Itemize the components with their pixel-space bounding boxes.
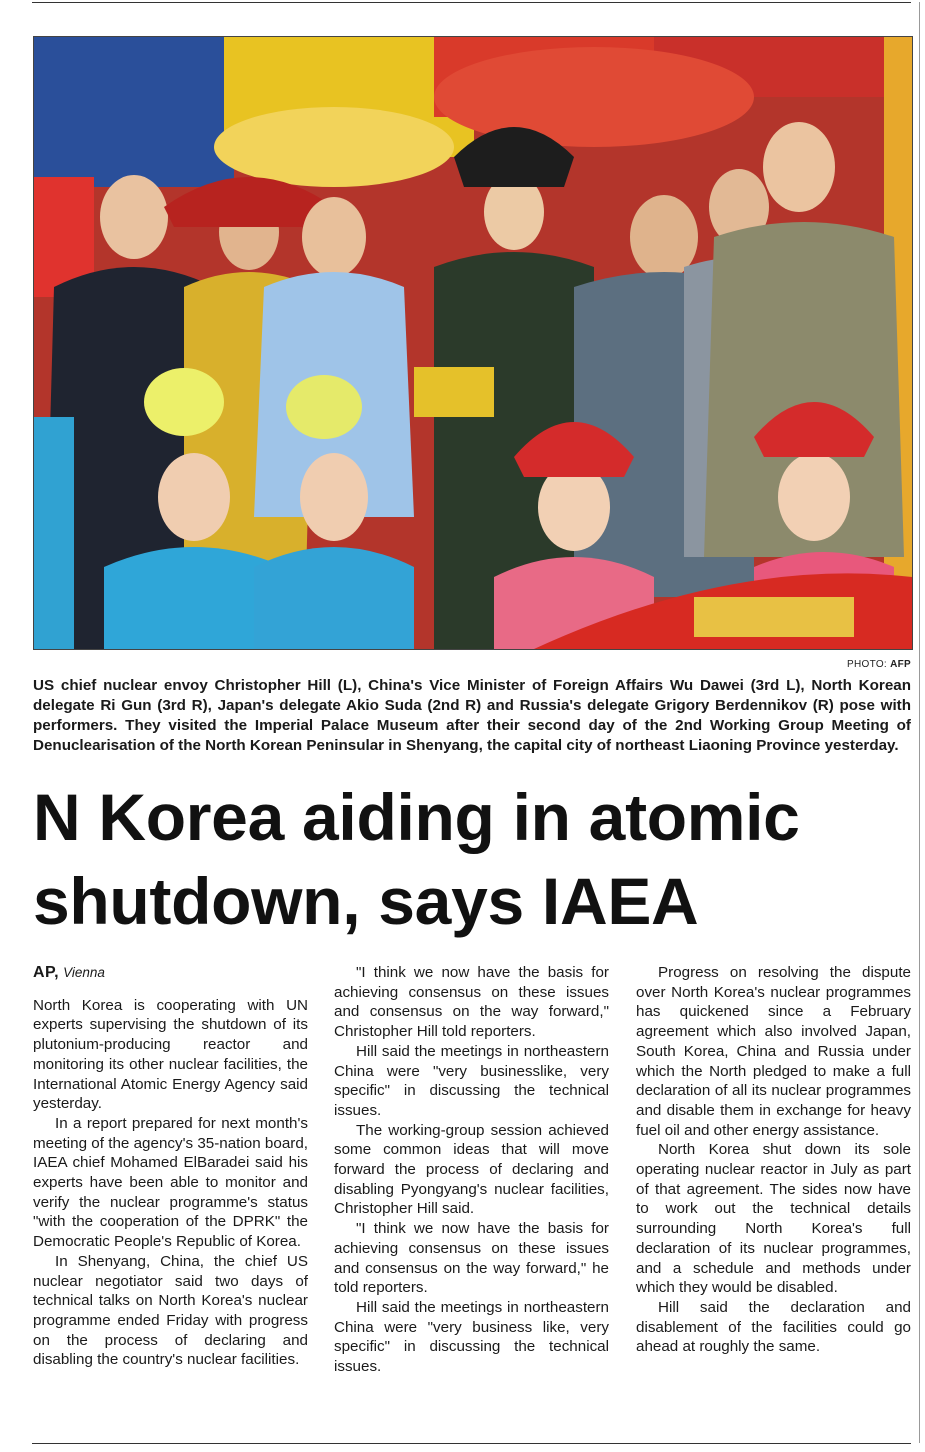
- article-column-1: [33, 963, 308, 1370]
- news-photo: [33, 36, 913, 650]
- bottom-rule: [32, 1443, 911, 1444]
- paragraph: In a report prepared for next month's meeting of the agency's 35-nation board, IAEA chief Mohamed ElBaradei said his experts have been able to monitor and verify the nuclear programme's status "with the cooperation of the DPRK" the Democratic People's Republic of Korea.: [33, 1114, 308, 1251]
- article-column-2: [334, 963, 609, 1377]
- photo-credit-source: AFP: [890, 659, 911, 670]
- paragraph: "I think we now have the basis for achieving consensus on these issues and consensus on the way forward," Christopher Hill told reporters.: [334, 964, 609, 1041]
- headline: N Korea aiding in atomic shutdown, says IAEA: [33, 780, 800, 938]
- paragraph: North Korea shut down its sole operating nuclear reactor in July as part of that agreement. The sides now have to work out the technical details surrounding North Korea's full declaration of its nuclear programmes, and a schedule and methods under which they would be disabled.: [636, 1141, 911, 1297]
- article-column-3: [636, 963, 911, 1357]
- paragraph: North Korea is cooperating with UN experts supervising the shutdown of its plutonium-producing reactor and monitoring its other nuclear facilities, the International Atomic Energy Agency said yesterday.: [33, 996, 308, 1113]
- news-photo-illustration: [34, 37, 912, 649]
- paragraph: Hill said the meetings in northeastern China were "very businesslike, very specific" in discussing the technical issues.: [334, 1042, 609, 1119]
- top-rule: [32, 2, 911, 3]
- paragraph: Hill said the meetings in northeastern China were "very business like, very specific" in discussing the technical issues.: [334, 1298, 609, 1376]
- photo-caption: US chief nuclear envoy Christopher Hill (L), China's Vice Minister of Foreign Affairs Wu Dawei (3rd L), North Korean delegate Ri Gun (3rd R), Japan's delegate Akio Suda (2nd R) and Russia's delegate Grigory Berdennikov (R) pose with performers. They visited the Imperial Palace Museum after their second day of the 2nd Working Group Meeting of Denuclearisation of the North Korean Peninsular in Shenyang, the capital city of northeast Liaoning Province yesterday.: [33, 677, 911, 754]
- byline: [33, 963, 308, 983]
- byline-location: Vienna: [63, 965, 105, 980]
- paragraph: Hill said the declaration and disablement of the facilities could go ahead at roughly the same.: [636, 1298, 911, 1356]
- paragraph: Progress on resolving the dispute over North Korea's nuclear programmes has quickened since a February agreement which also involved Japan, South Korea, China and Russia under which the North pledged to make a full declaration of all its nuclear programmes and disable them in exchange for heavy fuel oil and other energy assistance.: [636, 964, 911, 1139]
- photo-credit: [847, 659, 911, 670]
- paragraph: The working-group session achieved some common ideas that will move forward the process of declaring and disabling Pyongyang's nuclear facilities, Christopher Hill said.: [334, 1121, 609, 1218]
- photo-credit-label: PHOTO:: [847, 659, 887, 670]
- paragraph: In Shenyang, China, the chief US nuclear negotiator said two days of technical talks on North Korea's nuclear programme ended Friday with progress on the process of declaring and disabling the country's nuclear facilities.: [33, 1252, 308, 1369]
- paragraph: "I think we now have the basis for achieving consensus on these issues and consensus on the way forward," he told reporters.: [334, 1220, 609, 1297]
- right-rule: [919, 2, 920, 1443]
- byline-agency: AP,: [33, 964, 60, 981]
